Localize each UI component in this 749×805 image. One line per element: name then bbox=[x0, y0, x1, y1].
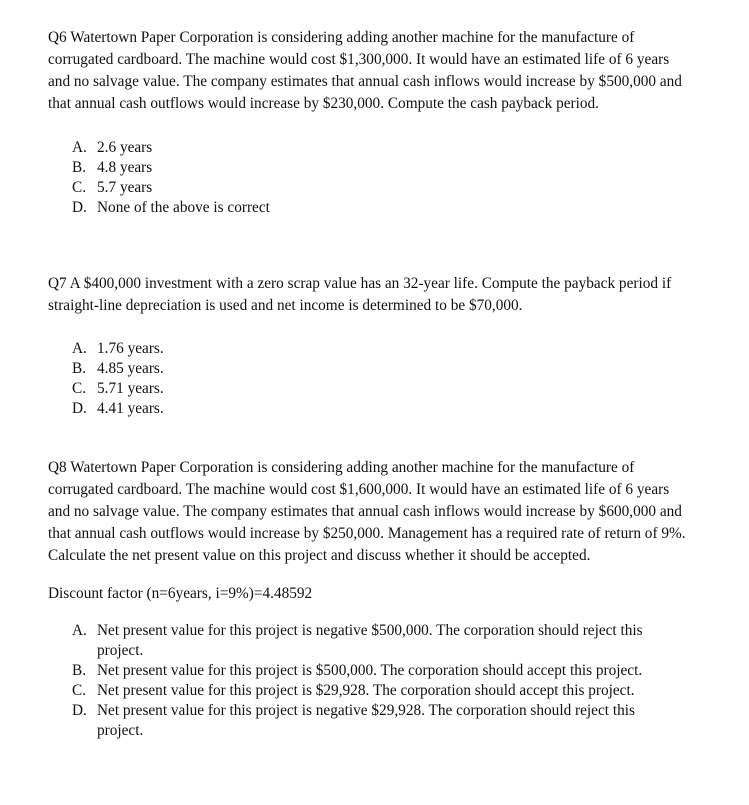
option-text: 4.8 years bbox=[97, 159, 153, 176]
answer-option-d bbox=[48, 701, 688, 741]
option-text: Net present value for this project is negative $500,000. The corporation should reject this project. bbox=[97, 622, 643, 659]
answer-option-a bbox=[48, 621, 688, 661]
answer-option-b bbox=[48, 359, 688, 379]
answer-option-d bbox=[48, 399, 688, 419]
question-stem: Q6 Watertown Paper Corporation is considering adding another machine for the manufacture of corrugated cardboard. The machine would cost $1,300,000. It would have an estimated life of 6 years and no salvage value. The company estimates that annual cash inflows would increase by $500,000 and that annual cash outflows would increase by $230,000. Compute the cash payback period. bbox=[48, 29, 682, 112]
answer-options bbox=[48, 138, 688, 218]
option-letter: A. bbox=[72, 622, 87, 639]
answer-option-c bbox=[48, 379, 688, 399]
option-letter: C. bbox=[72, 179, 87, 196]
option-letter: D. bbox=[72, 400, 87, 417]
answer-option-b bbox=[48, 158, 688, 178]
option-letter: A. bbox=[72, 139, 87, 156]
question-stem: Q7 A $400,000 investment with a zero scrap value has an 32-year life. Compute the payback period if straight-line depreciation is used and net income is determined to be $70,000. bbox=[48, 275, 672, 314]
option-text: 5.71 years. bbox=[97, 380, 164, 397]
option-text: 5.7 years bbox=[97, 179, 153, 196]
answer-option-a bbox=[48, 339, 688, 359]
option-text: Net present value for this project is negative $29,928. The corporation should reject this project. bbox=[97, 702, 635, 739]
option-letter: B. bbox=[72, 360, 87, 377]
question-q8 bbox=[48, 457, 688, 741]
option-text: 4.85 years. bbox=[97, 360, 164, 377]
option-letter: B. bbox=[72, 662, 87, 679]
option-letter: D. bbox=[72, 199, 87, 216]
option-text: Net present value for this project is $500,000. The corporation should accept this project. bbox=[97, 662, 643, 679]
answer-option-c bbox=[48, 178, 688, 198]
option-text: Net present value for this project is $29,928. The corporation should accept this project. bbox=[97, 682, 635, 699]
option-text: 1.76 years. bbox=[97, 340, 164, 357]
question-q7 bbox=[48, 273, 688, 419]
option-text: 4.41 years. bbox=[97, 400, 164, 417]
answer-options bbox=[48, 621, 688, 741]
option-letter: D. bbox=[72, 702, 87, 719]
answer-option-d bbox=[48, 198, 688, 218]
answer-option-c bbox=[48, 681, 688, 701]
option-text: 2.6 years bbox=[97, 139, 153, 156]
answer-option-b bbox=[48, 661, 688, 681]
option-letter: A. bbox=[72, 340, 87, 357]
discount-factor-note: Discount factor (n=6years, i=9%)=4.48592 bbox=[48, 585, 313, 602]
question-q6 bbox=[48, 27, 688, 218]
option-letter: C. bbox=[72, 380, 87, 397]
answer-options bbox=[48, 339, 688, 419]
option-letter: B. bbox=[72, 159, 87, 176]
option-text: None of the above is correct bbox=[97, 199, 270, 216]
option-letter: C. bbox=[72, 682, 87, 699]
answer-option-a bbox=[48, 138, 688, 158]
question-stem: Q8 Watertown Paper Corporation is considering adding another machine for the manufacture of corrugated cardboard. The machine would cost $1,600,000. It would have an estimated life of 6 years and no salvage value. The company estimates that annual cash inflows would increase by $600,000 and that annual cash outflows would increase by $250,000. Management has a required rate of return of 9%. Calculate the net present value on this project and discuss whether it should be accepted. bbox=[48, 459, 686, 564]
